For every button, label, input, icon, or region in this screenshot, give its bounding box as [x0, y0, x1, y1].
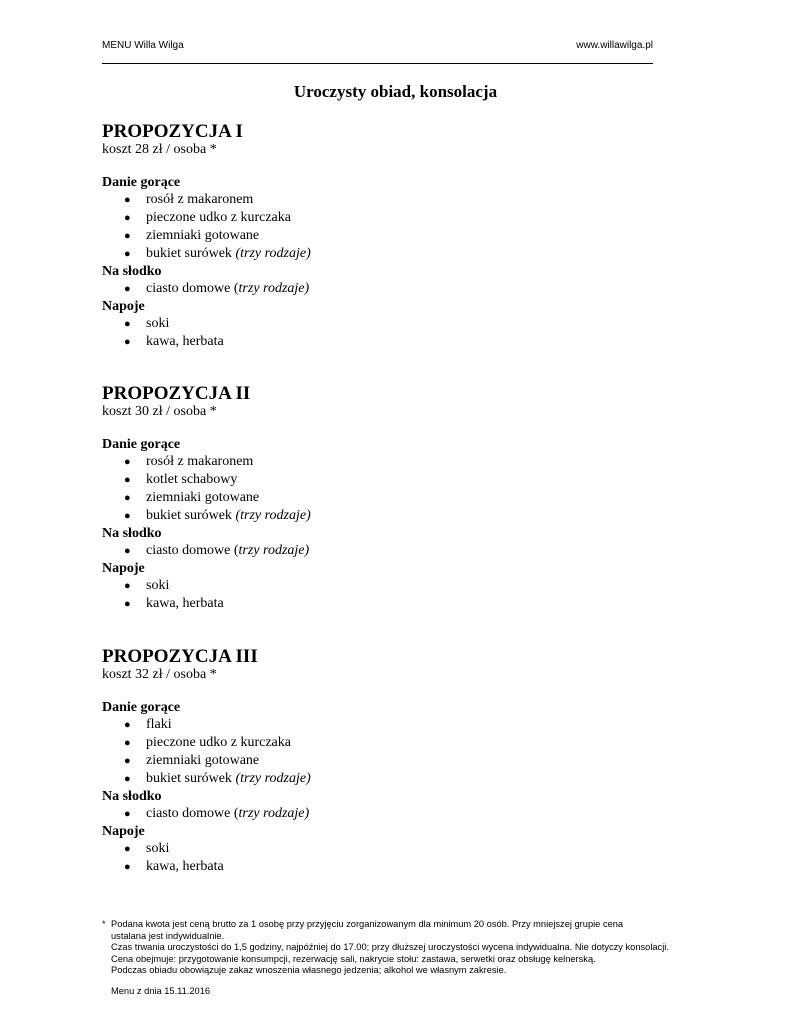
item-text: pieczone udko z kurczaka — [146, 210, 291, 225]
item-text: flaki — [146, 717, 172, 732]
dessert-item — [102, 805, 653, 823]
proposal-section — [102, 384, 653, 613]
bullet-icon: ● — [124, 510, 131, 522]
drink-item — [102, 595, 653, 613]
bullet-icon: ● — [124, 492, 131, 504]
bullet-icon: ● — [124, 773, 131, 785]
hot-dish-list — [102, 453, 653, 525]
hot-dish-item — [102, 471, 653, 489]
proposal-title: PROPOZYCJA III — [102, 646, 258, 667]
bullet-icon: ● — [124, 861, 131, 873]
item-text: rosół z makaronem — [146, 192, 254, 207]
item-note: (trzy rodzaje) — [235, 246, 311, 261]
page-header — [102, 40, 653, 51]
bullet-icon: ● — [124, 755, 131, 767]
bullet-icon: ● — [124, 598, 131, 610]
dessert-item — [102, 280, 653, 298]
item-note: (trzy rodzaje) — [235, 508, 311, 523]
proposal-section — [102, 122, 653, 351]
hot-dish-item — [102, 245, 653, 263]
header-title: MENU Willa Wilga — [102, 40, 184, 51]
bullet-icon: ● — [124, 843, 131, 855]
proposal-title: PROPOZYCJA II — [102, 383, 251, 404]
item-text: pieczone udko z kurczaka — [146, 735, 291, 750]
bullet-icon: ● — [124, 580, 131, 592]
footnote — [102, 919, 702, 977]
bullet-icon: ● — [124, 212, 131, 224]
section-heading: Napoje — [102, 561, 145, 576]
item-text: bukiet surówek — [146, 771, 236, 786]
proposal-cost: koszt 28 zł / osoba * — [102, 142, 217, 157]
item-note: trzy rodzaje) — [238, 543, 310, 558]
footnote-line: Czas trwania uroczystości do 1,5 godziny, najpóźniej do 17.00; przy dłuższej uroczystości wycena indywidualna. Nie dotyczy konsolacji. — [111, 942, 669, 952]
section-heading: Na słodko — [102, 789, 162, 804]
section-heading: Na słodko — [102, 264, 162, 279]
hot-dish-item — [102, 716, 653, 734]
dessert-list — [102, 805, 653, 823]
item-text: kotlet schabowy — [146, 472, 238, 487]
hot-dish-list — [102, 191, 653, 263]
dessert-list — [102, 280, 653, 298]
item-text: soki — [146, 578, 170, 593]
item-text: kawa, herbata — [146, 596, 224, 611]
item-text: rosół z makaronem — [146, 454, 254, 469]
footnote-line: Podczas obiadu obowiązuje zakaz wnoszenia własnego jedzenia; alkohol we własnym zakresie. — [111, 965, 507, 975]
item-text: bukiet surówek — [146, 246, 236, 261]
bullet-icon: ● — [124, 194, 131, 206]
section-heading: Danie gorące — [102, 175, 181, 190]
item-text: ziemniaki gotowane — [146, 753, 260, 768]
drink-list — [102, 577, 653, 613]
drink-item — [102, 315, 653, 333]
item-text: ciasto domowe ( — [146, 806, 239, 821]
item-text: ziemniaki gotowane — [146, 490, 260, 505]
drink-item — [102, 333, 653, 351]
section-heading: Danie gorące — [102, 437, 181, 452]
section-heading: Na słodko — [102, 526, 162, 541]
hot-dish-item — [102, 507, 653, 525]
hot-dish-item — [102, 489, 653, 507]
item-text: kawa, herbata — [146, 334, 224, 349]
item-text: ciasto domowe ( — [146, 281, 239, 296]
item-text: bukiet surówek — [146, 508, 236, 523]
hot-dish-item — [102, 453, 653, 471]
bullet-icon: ● — [124, 283, 131, 295]
drink-item — [102, 840, 653, 858]
item-text: kawa, herbata — [146, 859, 224, 874]
proposal-cost: koszt 30 zł / osoba * — [102, 404, 217, 419]
bullet-icon: ● — [124, 719, 131, 731]
bullet-icon: ● — [124, 230, 131, 242]
hot-dish-item — [102, 191, 653, 209]
drink-list — [102, 315, 653, 351]
dessert-item — [102, 542, 653, 560]
bullet-icon: ● — [124, 808, 131, 820]
drink-item — [102, 577, 653, 595]
footnote-line: Cena obejmuje: przygotowanie konsumpcji, rezerwację sali, nakrycie stołu: zastawa, serwetki oraz obsługę kelnerską. — [111, 953, 596, 964]
footnote-star: * — [102, 919, 106, 929]
menu-date: Menu z dnia 15.11.2016 — [111, 986, 211, 996]
proposal-cost: koszt 32 zł / osoba * — [102, 667, 217, 682]
hot-dish-item — [102, 752, 653, 770]
proposal-title: PROPOZYCJA I — [102, 121, 243, 142]
hot-dish-item — [102, 770, 653, 788]
page-title: Uroczysty obiad, konsolacja — [293, 82, 498, 101]
drink-list — [102, 840, 653, 876]
item-text: ciasto domowe ( — [146, 543, 239, 558]
dessert-list — [102, 542, 653, 560]
footnote-line: Podana kwota jest ceną brutto za 1 osobę przy przyjęciu zorganizowanym dla minimum 20 osób. Przy mniejszej grupie cena — [111, 919, 624, 929]
item-text: ziemniaki gotowane — [146, 228, 260, 243]
item-text: soki — [146, 316, 170, 331]
bullet-icon: ● — [124, 474, 131, 486]
hot-dish-item — [102, 227, 653, 245]
bullet-icon: ● — [124, 737, 131, 749]
hot-dish-item — [102, 209, 653, 227]
header-divider — [102, 63, 653, 64]
bullet-icon: ● — [124, 336, 131, 348]
drink-item — [102, 858, 653, 876]
section-heading: Napoje — [102, 824, 145, 839]
bullet-icon: ● — [124, 545, 131, 557]
proposal-section — [102, 647, 653, 876]
item-note: trzy rodzaje) — [238, 281, 310, 296]
item-note: trzy rodzaje) — [238, 806, 310, 821]
bullet-icon: ● — [124, 318, 131, 330]
hot-dish-item — [102, 734, 653, 752]
header-website: www.willawilga.pl — [576, 40, 653, 51]
hot-dish-list — [102, 716, 653, 788]
bullet-icon: ● — [124, 456, 131, 468]
item-note: (trzy rodzaje) — [235, 771, 311, 786]
footnote-line: ustalana jest indywidualnie. — [111, 930, 225, 941]
item-text: soki — [146, 841, 170, 856]
section-heading: Napoje — [102, 299, 145, 314]
section-heading: Danie gorące — [102, 700, 181, 715]
bullet-icon: ● — [124, 248, 131, 260]
